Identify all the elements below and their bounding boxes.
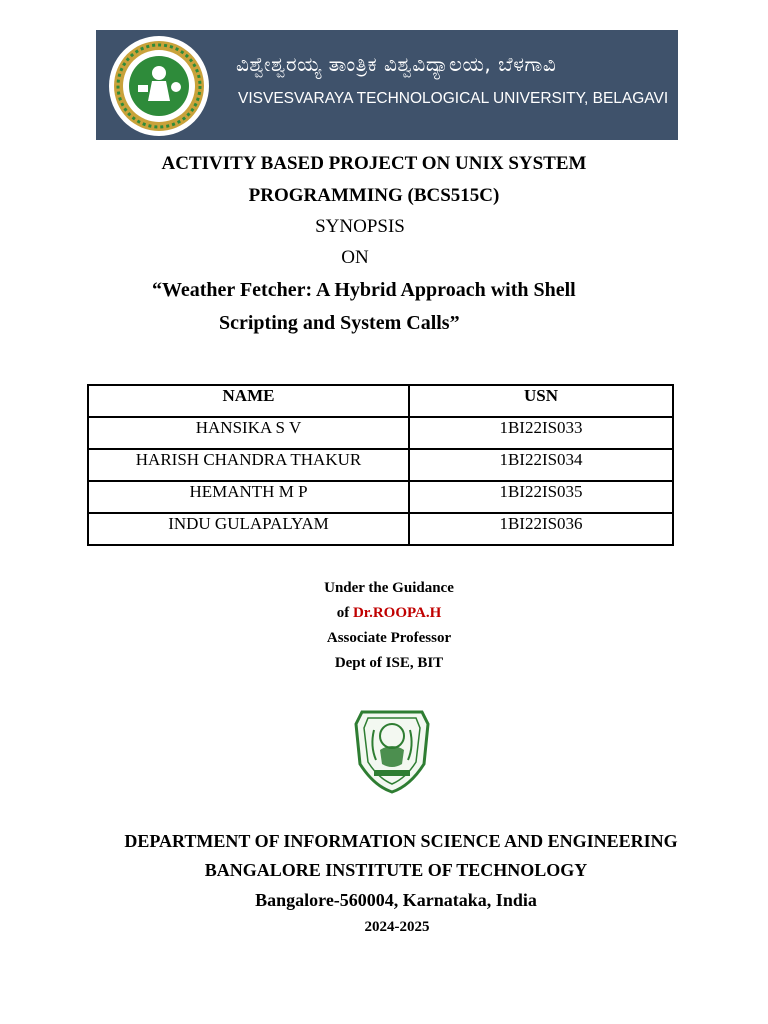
- guide-name: Dr.ROOPA.H: [352, 605, 442, 621]
- table-row: [88, 449, 673, 481]
- institute-name: BANGALORE INSTITUTE OF TECHNOLOGY: [204, 860, 588, 880]
- guide-line: [0, 605, 768, 622]
- member-usn: 1BI22IS033: [409, 417, 673, 449]
- member-name: HEMANTH M P: [88, 481, 409, 513]
- guide-designation: Associate Professor: [326, 630, 452, 646]
- member-name: INDU GULAPALYAM: [88, 513, 409, 545]
- bit-emblem-icon: [352, 706, 432, 794]
- on-label: ON: [341, 247, 369, 268]
- member-usn: 1BI22IS034: [409, 449, 673, 481]
- member-usn: 1BI22IS035: [409, 481, 673, 513]
- university-name-english: VISVESVARAYA TECHNOLOGICAL UNIVERSITY, BELAGAVI: [238, 90, 669, 107]
- department-name: DEPARTMENT OF INFORMATION SCIENCE AND ENGINEERING: [124, 831, 678, 851]
- heading-line-1: ACTIVITY BASED PROJECT ON UNIX SYSTEM: [161, 153, 587, 174]
- name-column-header: NAME: [88, 385, 409, 417]
- members-table: [87, 384, 674, 546]
- university-name-kannada: ವಿಶ್ವೇಶ್ವರಯ್ಯ ತಾಂತ್ರಿಕ ವಿಶ್ವವಿದ್ಯಾಲಯ, ಬೆಳಗಾವಿ: [236, 52, 557, 76]
- academic-year: 2024-2025: [364, 919, 430, 935]
- synopsis-label: SYNOPSIS: [315, 216, 405, 237]
- table-header-row: [88, 385, 673, 417]
- table-row: [88, 481, 673, 513]
- vtu-seal-icon: [108, 35, 210, 137]
- guide-of-text: of: [336, 605, 353, 621]
- project-title-line-1: “Weather Fetcher: A Hybrid Approach with Shell: [152, 279, 576, 301]
- table-row: [88, 513, 673, 545]
- table-row: [88, 417, 673, 449]
- member-name: HARISH CHANDRA THAKUR: [88, 449, 409, 481]
- usn-column-header: USN: [409, 385, 673, 417]
- university-banner: [96, 30, 678, 140]
- guide-department: Dept of ISE, BIT: [334, 655, 444, 671]
- member-name: HANSIKA S V: [88, 417, 409, 449]
- institute-address: Bangalore-560004, Karnataka, India: [255, 890, 537, 910]
- project-title-line-2: Scripting and System Calls”: [219, 312, 460, 334]
- guidance-line: Under the Guidance: [324, 580, 454, 596]
- member-usn: 1BI22IS036: [409, 513, 673, 545]
- heading-line-2: PROGRAMMING (BCS515C): [248, 185, 500, 206]
